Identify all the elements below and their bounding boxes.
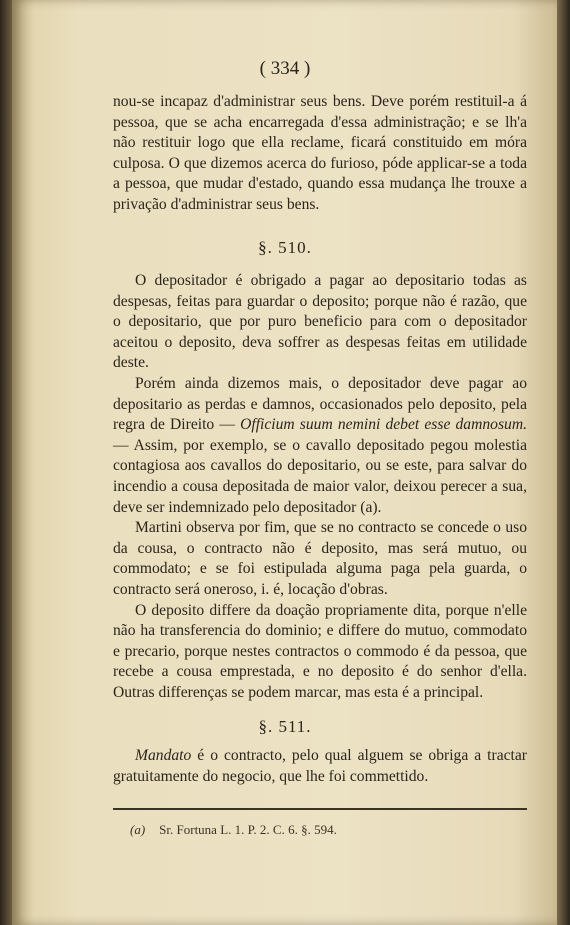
intro-text: nou-se incapaz d'administrar seus bens. Deve porém restituil-a á pessoa, que se acha encarregada d'essa administração; e se lh'a não restituir logo que ella reclame, ficará constituido em móra culposa. O que dizemos acerca do furioso, póde applicar-se a toda a pessoa, que mudar d'estado, quando essa mudança lhe trouxe a privação d'administrar seus bens. [113,93,527,213]
p2-after: — Assim, por exemplo, se o cavallo depositado pegou molestia contagiosa aos cavallos do depositario, ou se este, para salvar do incendio a cousa depositada de maior valor, deixou perecer a sua, deve ser indemnizado pelo depositador (a). [113,436,527,516]
term-mandato: Mandato [135,747,192,764]
section-510-paragraph-1: O depositador é obrigado a pagar ao depositario todas as despesas, feitas para guardar o deposito; porque não é razão, que o depositario, que por puro beneficio para com o depositador aceitou o deposito, deva soffrer as despesas feitas em utilidade deste. [113,272,527,372]
page-edge [557,0,570,925]
section-510-body [113,271,527,703]
section-heading-510: §. 510. [258,238,312,257]
page-number: ( 334 ) [259,58,311,79]
section-heading-511: §. 511. [258,717,312,736]
section-510-paragraph-2 [113,374,527,518]
footnote-text: Sr. Fortuna L. 1. P. 2. C. 6. §. 594. [159,822,337,837]
intro-paragraph [113,92,527,216]
p2-before: Porém ainda dizemos mais, o depositador deve pagar ao depositario as perdas e damnos, occasionados pelo deposito, pela regra de Direito — [113,374,527,434]
section-511-paragraph [113,746,527,787]
mandato-definition: é o contracto, pelo qual alguem se obriga a tractar gratuitamente do negocio, que lhe foi commettido. [113,747,527,785]
footnote-mark: (a) [130,822,146,837]
section-511-body [113,746,527,787]
section-510-paragraph-3: Martini observa por fim, que se no contracto se concede o uso da cousa, o contracto não é deposito, mas será mutuo, ou commodato; e se foi estipulada alguma paga pela guarda, o contracto será oneroso, i. é, locação d'obras. [113,519,527,598]
footnote-rule [113,808,527,810]
section-510-paragraph-4: O deposito differe da doação propriamente dita, porque n'elle não ha transferencia do dominio; e differe do mutuo, commodato e precario, porque nestes contractos o commodo é da pessoa, que recebe a cousa emprestada, e no deposito é do senhor d'ella. Outras differenças se podem marcar, mas esta é a principal. [113,601,527,701]
latin-maxim: Officium suum nemini debet esse damnosum. [240,416,527,434]
book-gutter [0,0,12,925]
footnote [130,822,530,838]
